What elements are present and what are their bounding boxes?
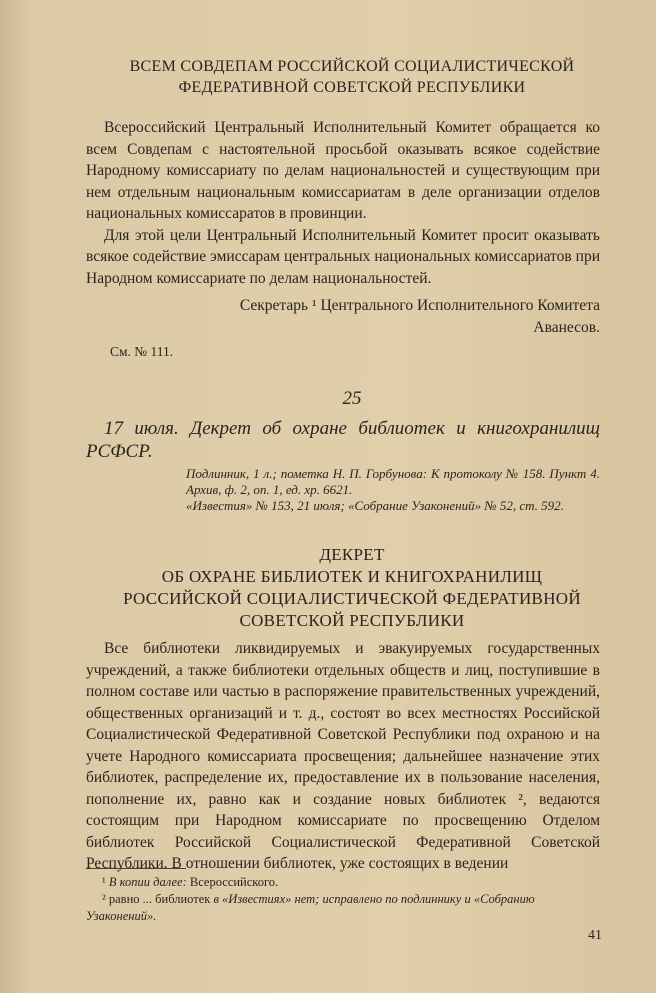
appeal-body: [86, 117, 600, 338]
appeal-paragraph-1: Всероссийский Центральный Исполнительный Комитет обращается ко всем Совдепам с настоятельной просьбой оказывать всякое содействие Народному комиссариату по делам национальностей и существующим при нем отдельным национальным комиссариатам в деле организации отделов национальных комиссаратов в провинции.: [86, 119, 600, 222]
document-number: 25: [342, 388, 362, 409]
footnote-1: ¹ В копии далее: Всероссийского.: [102, 875, 279, 889]
footnote-2: ² равно ... библиотек в «Известиях» нет; исправлено по подлиннику и «Собранию Узаконений».: [86, 892, 535, 923]
appeal-section: [86, 56, 600, 98]
see-reference: См. № 111.: [110, 344, 174, 359]
footnote-divider: [86, 868, 186, 869]
appeal-title-line1: ВСЕМ СОВДЕПАМ РОССИЙСКОЙ СОЦИАЛИСТИЧЕСКОЙ: [129, 58, 575, 75]
document-heading: 17 июля. Декрет об охране библиотек и книгохранилищ РСФСР.: [86, 418, 600, 462]
appeal-paragraph-2: Для этой цели Центральный Исполнительный Комитет просит оказывать всякое содействие эмиссарам центральных национальных комиссариатов при Народном комиссариате по делам национальностей.: [86, 226, 600, 287]
footnotes: [86, 874, 600, 925]
decree-paragraph: Все библиотеки ликвидируемых и эвакуируемых государственных учреждений, а также библиотеки отдельных обществ и лиц, поступившие в полном составе или частью в распоряжение правительственных учреждений, общественных организаций и т. д., состоят во всех местностях Российской Социалистической Федеративной Советской Республики под охраною и на учете Народного комиссариата просвещения; дальнейшее назначение этих библиотек, распределение их, предоставление их в пользование населения, пополнение их, равно как и создание новых библиотек ², ведаются состоящим при Народном комиссариате по просвещению Отделом библиотек Российской Социалистической Федеративной Советской Республики. В отношении библиотек, уже состоящих в ведении: [86, 640, 600, 872]
decree-title-line3: РОССИЙСКОЙ СОЦИАЛИСТИЧЕСКОЙ ФЕДЕРАТИВНОЙ: [123, 589, 581, 608]
signature-line-2: Аванесов.: [533, 318, 600, 336]
decree-title-line4: СОВЕТСКОЙ РЕСПУБЛИКИ: [239, 611, 465, 630]
source-original: Подлинник, 1 л.; пометка Н. П. Горбунова: К протоколу № 158. Пункт 4. Архив, ф. 2, оп. 1, ед. хр. 6621.: [186, 466, 600, 497]
source-publications: «Известия» № 153, 21 июля; «Собрание Узаконений» № 52, ст. 592.: [186, 498, 564, 513]
signature-line-1: Секретарь ¹ Центрального Исполнительного Комитета: [239, 297, 600, 314]
decree-body: [86, 638, 600, 875]
decree-title: [86, 544, 600, 632]
appeal-title-line2: ФЕДЕРАТИВНОЙ СОВЕТСКОЙ РЕСПУБЛИКИ: [178, 79, 526, 96]
decree-title-line2: ОБ ОХРАНЕ БИБЛИОТЕК И КНИГОХРАНИЛИЩ: [161, 567, 543, 586]
page-number: 41: [588, 928, 602, 943]
document-sources: [86, 466, 600, 514]
decree-title-line1: ДЕКРЕТ: [319, 545, 385, 564]
